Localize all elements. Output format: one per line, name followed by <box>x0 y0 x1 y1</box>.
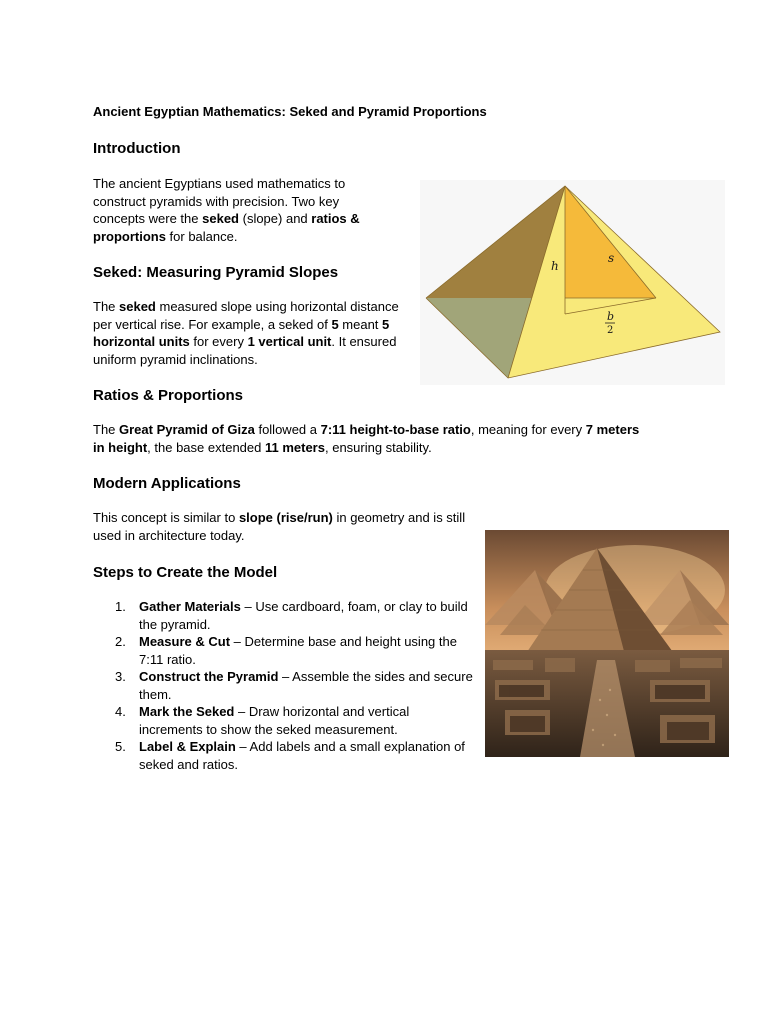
seked-heading: Seked: Measuring Pyramid Slopes <box>93 264 339 281</box>
introduction-paragraph: The ancient Egyptians used mathematics to construct pyramids with precision. Two key concepts were the seked (slope) and ratios & proportions for balance. <box>93 176 360 244</box>
label-h: h <box>551 259 559 273</box>
step-item: 3. Construct the Pyramid – Assemble the sides and secure them. <box>115 669 473 702</box>
ratios-heading: Ratios & Proportions <box>93 387 244 404</box>
step-item: 1. Gather Materials – Use cardboard, foam, or clay to build the pyramid. <box>115 599 468 632</box>
modern-applications-paragraph: This concept is similar to slope (rise/run) in geometry and is still used in architecture today. <box>93 510 466 543</box>
seked-paragraph: The seked measured slope using horizontal distance per vertical rise. For example, a seked of 5 meant 5 horizontal units for every 1 vertical unit. It ensured uniform pyramid inclinations. <box>93 299 399 367</box>
step-item: 5. Label & Explain – Add labels and a small explanation of seked and ratios. <box>115 739 465 772</box>
label-s: s <box>608 251 615 265</box>
pyramid-diagram-svg <box>420 180 725 385</box>
ratios-paragraph: The Great Pyramid of Giza followed a 7:11 height-to-base ratio, meaning for every 7 meters in height, the base extended 11 meters, ensuring stability. <box>93 422 640 455</box>
giza-pyramids-illustration <box>485 530 729 757</box>
pyramid-diagram <box>420 180 725 385</box>
modern-applications-heading: Modern Applications <box>93 475 241 492</box>
steps-list <box>93 598 473 773</box>
label-b: b <box>607 310 615 323</box>
step-item: 4. Mark the Seked – Draw horizontal and vertical increments to show the seked measurement. <box>115 704 410 737</box>
document-title: Ancient Egyptian Mathematics: Seked and Pyramid Proportions <box>93 104 487 119</box>
step-item: 2. Measure & Cut – Determine base and height using the 7:11 ratio. <box>115 634 457 667</box>
label-2: 2 <box>607 325 614 336</box>
introduction-heading: Introduction <box>93 140 181 157</box>
steps-heading: Steps to Create the Model <box>93 564 278 581</box>
giza-pyramids-image <box>485 530 729 757</box>
